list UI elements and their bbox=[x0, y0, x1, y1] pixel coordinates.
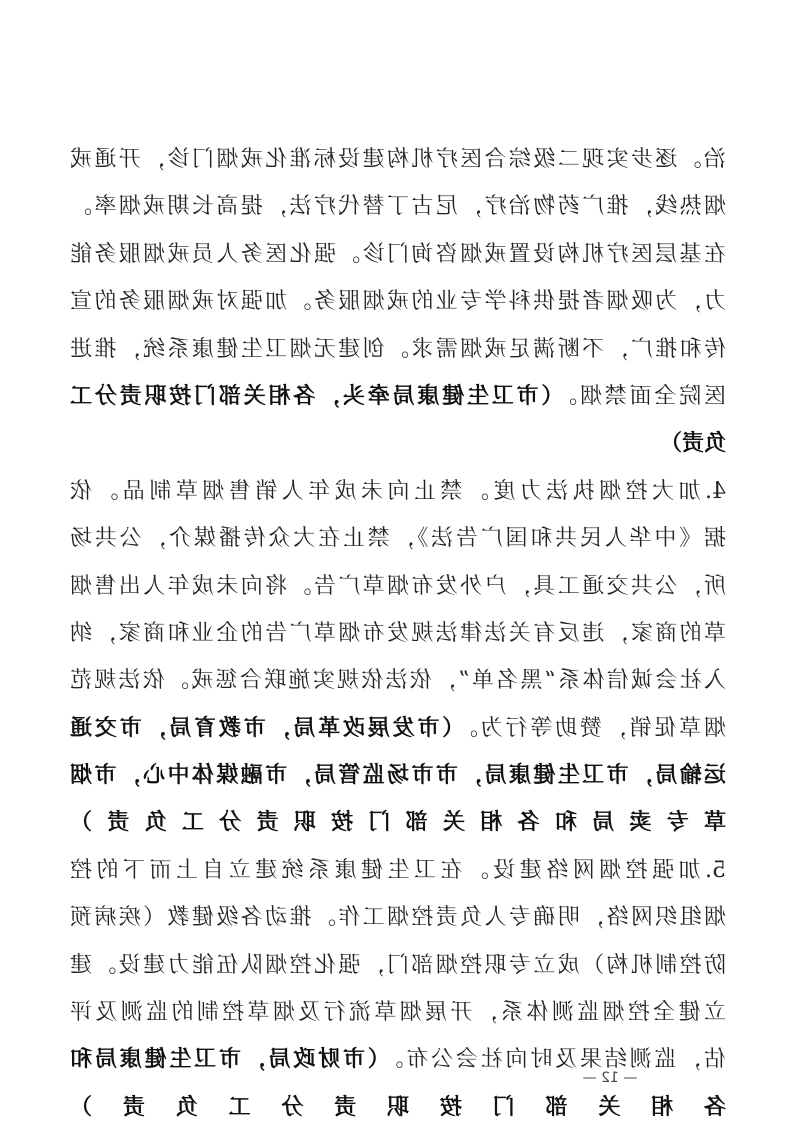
text-line-4: 力，为吸烟者提供科学专业的戒烟服务。加强对戒烟服务的宣 bbox=[70, 289, 726, 315]
body-text bbox=[70, 136, 726, 1131]
text-line-2: 烟热线，推广药物治疗，尼古丁替代疗法，提高长期戒烟率。 bbox=[70, 194, 726, 220]
text-line-8: 4.加大控烟执法力度。禁止向未成年人销售烟草制品。依 bbox=[70, 478, 726, 504]
text-line-19: 立健全控烟监测体系，开展烟草流行及烟草控制的监测及评 bbox=[70, 1000, 726, 1026]
text-line-13: 烟草促销，赞助等行为。（市发展改革局，市教育局，市交通 bbox=[70, 714, 726, 741]
text-line-15: 草专卖局和各相关部门按职责分工负责） bbox=[70, 809, 726, 836]
text-line-3: 在基层医疗机构设置戒烟咨询门诊。强化医务人员戒烟服务能 bbox=[70, 241, 726, 267]
text-line-20: 估，监测结果及时向社会公布。（市财政局，市卫生健康局和 bbox=[70, 1046, 726, 1073]
text-line-21: 各相关部门按职责分工负责） bbox=[70, 1093, 726, 1120]
text-line-5: 传和推广，不断满足戒烟需求。创建无烟卫生健康系统，推进 bbox=[70, 336, 726, 362]
text-line-14: 运输局，市卫生健康局，市市场监管局，市融媒体中心，市烟 bbox=[70, 762, 726, 789]
text-line-16: 5.加强控烟网络建设。在卫生健康系统建立自上而下的控 bbox=[70, 857, 726, 883]
text-line-7: 负责） bbox=[659, 430, 726, 457]
text-line-11: 草的商家，违反有关法律法规发布烟草广告的企业和商家，纳 bbox=[70, 620, 726, 646]
text-line-18: 防控制机构）成立专职控烟部门，强化控烟队伍能力建设。建 bbox=[70, 952, 726, 978]
text-line-9: 据《中华人民共和国广告法》，禁止在大众传播媒介，公共场 bbox=[70, 526, 726, 552]
text-line-17: 烟组织网络，明确专人负责控烟工作。推动各级健教（疾病预 bbox=[70, 905, 726, 931]
page-number: — 12 — bbox=[582, 1070, 638, 1086]
text-line-1: 治。逐步实现二级综合医疗机构建设标准化戒烟门诊，开通戒 bbox=[70, 147, 726, 172]
text-line-12: 入社会诚信体系“黑名单”，依法依规实施联合惩戒。依法规范 bbox=[70, 668, 726, 694]
text-line-6: 医院全面禁烟。（市卫生健康局牵头，各相关部门按职责分工 bbox=[70, 382, 726, 409]
text-line-10: 所，公共交通工具，户外发布烟草广告。将向未成年人出售烟 bbox=[70, 573, 726, 599]
